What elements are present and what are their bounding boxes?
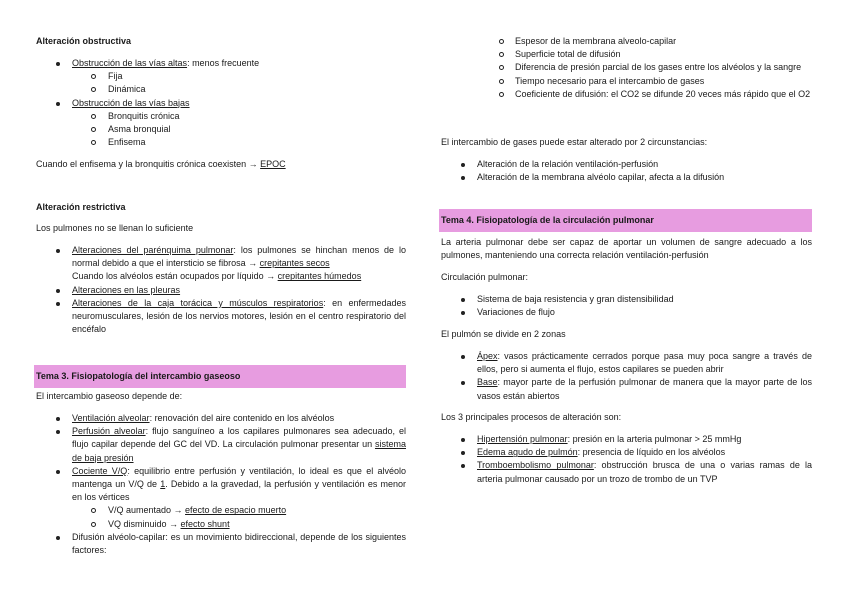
list-item: Coeficiente de difusión: el CO2 se difunde 20 veces más rápido que el O2: [441, 88, 812, 101]
list-item: Asma bronquial: [36, 123, 406, 136]
sub-list: [36, 504, 406, 530]
list-item: Tromboembolismo pulmonar: obstrucción brusca de una o varias ramas de la arteria pulmonar causado por un trozo de trombo de un TVP: [441, 459, 812, 485]
list-item: Tiempo necesario para el intercambio de gases: [441, 75, 812, 88]
procesos-intro: Los 3 principales procesos de alteración son:: [441, 412, 622, 422]
term-vias-bajas: Obstrucción de las vías bajas: [72, 97, 190, 108]
list-item: V/Q aumentado → efecto de espacio muerto: [36, 504, 406, 517]
epoc-term: EPOC: [260, 159, 286, 169]
list-item: Sistema de baja resistencia y gran distensibilidad: [441, 293, 812, 306]
list-item: Espesor de la membrana alveolo-capilar: [441, 35, 812, 48]
list-item: Edema agudo de pulmón: presencia de líquido en los alvéolos: [441, 446, 812, 459]
tema4-header: Tema 4. Fisiopatología de la circulación pulmonar: [439, 209, 812, 232]
list-item: Alteración de la relación ventilación-perfusión: [441, 158, 812, 171]
list-item: Ventilación alveolar: renovación del aire contenido en los alvéolos: [36, 412, 406, 425]
restrictiva-list: [36, 244, 406, 336]
tema4-intro: La arteria pulmonar debe ser capaz de aportar un volumen de sangre adecuado a los pulmones, manteniendo una correcta relación ventilación-perfusión: [441, 237, 812, 261]
sub-list: [36, 70, 406, 96]
list-item: Base: mayor parte de la perfusión pulmonar de manera que la mayor parte de los vasos están abiertos: [441, 376, 812, 402]
sub-list: [36, 110, 406, 150]
list-item: VQ disminuido → efecto shunt: [36, 518, 406, 531]
list-item: Enfisema: [36, 136, 406, 149]
list-item: Fija: [36, 70, 406, 83]
list-item: Perfusión alveolar: flujo sanguíneo a los capilares pulmonares sea adecuado, el flujo capilar depende del GC del VD. La circulación pulmonar presentar un sistema de baja presión: [36, 425, 406, 465]
procesos-list: [441, 433, 812, 486]
zonas-list: [441, 350, 812, 403]
list-item: Hipertensión pulmonar: presión en la arteria pulmonar > 25 mmHg: [441, 433, 812, 446]
list-item: Bronquitis crónica: [36, 110, 406, 123]
list-item: Superficie total de difusión: [441, 48, 812, 61]
tema3-list: [36, 412, 406, 557]
list-item: Alteraciones del parénquima pulmonar: los pulmones se hinchan menos de lo normal debido a que el intersticio se fibrosa → crepitantes secos Cuando los alvéolos están ocupados por líquido → crepitantes húmedos: [36, 244, 406, 284]
zonas-intro: El pulmón se divide en 2 zonas: [441, 329, 566, 339]
list-item: Diferencia de presión parcial de los gases entre los alvéolos y la sangre: [441, 61, 812, 74]
list-item: Dinámica: [36, 83, 406, 96]
epoc-note: Cuando el enfisema y la bronquitis crónica coexisten → EPOC: [36, 159, 286, 169]
term-vias-altas: Obstrucción de las vías altas: [72, 58, 188, 68]
list-item: Cociente V/Q: equilibrio entre perfusión y ventilación, lo ideal es que el alvéolo mantenga un V/Q de 1. Debido a la gravedad, la perfusión y ventilación es menor en los vértices V/Q aumentado → efecto de espacio muerto VQ disminuido → efecto shunt: [36, 465, 406, 531]
list-item: Variaciones de flujo: [441, 306, 812, 319]
tema3-header: Tema 3. Fisiopatología del intercambio gaseoso: [34, 365, 406, 388]
list-item: Difusión alvéolo-capilar: es un movimiento bidireccional, depende de los siguientes factores:: [36, 531, 406, 557]
circulacion-label: Circulación pulmonar:: [441, 272, 529, 282]
list-item: Alteración de la membrana alvéolo capilar, afecta a la difusión: [441, 171, 812, 184]
list-item: [36, 97, 406, 150]
heading-restrictiva: Alteración restrictiva: [36, 202, 126, 212]
difusion-factors-list: [441, 35, 812, 101]
alterado-list: [441, 158, 812, 184]
tema3-intro: El intercambio gaseoso depende de:: [36, 391, 183, 401]
restrictiva-intro: Los pulmones no se llenan lo suficiente: [36, 223, 194, 233]
alterado-intro: El intercambio de gases puede estar alterado por 2 circunstancias:: [441, 137, 708, 147]
list-item: Alteraciones de la caja torácica y músculos respiratorios: en enfermedades neuromusculares, lesión de los nervios motores, lesión en el centro respiratorio del encéfalo: [36, 297, 406, 337]
obstructiva-list: [36, 57, 406, 149]
heading-obstructiva: Alteración obstructiva: [36, 36, 132, 46]
circulacion-list: [441, 293, 812, 319]
list-item: Alteraciones en las pleuras: [36, 284, 406, 297]
list-item: Ápex: vasos prácticamente cerrados porque pasa muy poca sangre a través de ellos, pero si aumenta el flujo, estos capilares se pueden abrir: [441, 350, 812, 376]
list-item: Obstrucción de las vías altas: menos frecuente Fija Dinámica: [36, 57, 406, 97]
